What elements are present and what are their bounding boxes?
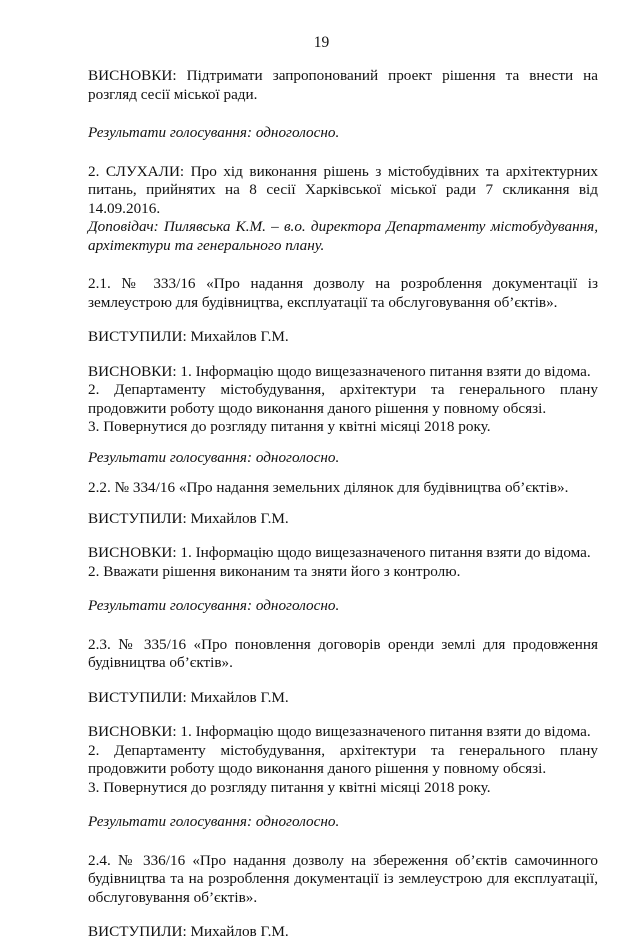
speakers-line: ВИСТУПИЛИ: Михайлов Г.М.	[88, 328, 289, 345]
item-2-3-heading: 2.3. № 335/16 «Про поновлення договорів оренди землі для продовження будівництва об’єктів».	[88, 635, 598, 671]
conclusion-line: 2. Департаменту містобудування, архітектури та генерального плану продовжити роботу щодо виконання даного рішення у повному обсязі.	[88, 381, 598, 417]
item-2-1-heading: 2.1. № 333/16 «Про надання дозволу на розроблення документації із землеустрою для будівництва, експлуатації та обслуговування об’єктів».	[88, 275, 598, 311]
voting-result: Результати голосування: одноголосно.	[88, 813, 340, 830]
conclusion-line: ВИСНОВКИ: 1. Інформацію щодо вищезазначеного питання взяти до відома.	[88, 544, 591, 561]
page-number: 19	[313, 34, 330, 51]
voting-result: Результати голосування: одноголосно.	[88, 448, 340, 466]
voting-result: Результати голосування: одноголосно.	[88, 124, 340, 141]
item-2-4-heading: 2.4. № 336/16 «Про надання дозволу на збереження об’єктів самочинного будівництва та на розроблення документації із землеустрою для експлуатації, обслуговування об’єктів».	[88, 851, 598, 906]
speakers-line: ВИСТУПИЛИ: Михайлов Г.М.	[88, 923, 289, 940]
voting-result: Результати голосування: одноголосно.	[88, 597, 340, 614]
conclusion-line: 2. Вважати рішення виконаним та зняти його з контролю.	[88, 562, 461, 580]
item-2-2-heading: 2.2. № 334/16 «Про надання земельних ділянок для будівництва об’єктів».	[88, 479, 569, 496]
heard-paragraph: 2. СЛУХАЛИ: Про хід виконання рішень з містобудівних та архітектурних питань, прийнятих на 8 сесії Харківської міської ради 7 скликання від 14.09.2016.	[88, 162, 598, 217]
conclusion-line: ВИСНОВКИ: 1. Інформацію щодо вищезазначеного питання взяти до відома.	[88, 723, 591, 740]
conclusion-line: ВИСНОВКИ: 1. Інформацію щодо вищезазначеного питання взяти до відома.	[88, 362, 591, 380]
speakers-line: ВИСТУПИЛИ: Михайлов Г.М.	[88, 509, 289, 527]
conclusion-line: 2. Департаменту містобудування, архітектури та генерального плану продовжити роботу щодо виконання даного рішення у повному обсязі.	[88, 741, 598, 777]
conclusion-paragraph: ВИСНОВКИ: Підтримати запропонований проект рішення та внести на розгляд сесії міської ради.	[88, 67, 598, 103]
conclusion-line: 3. Повернутися до розгляду питання у квітні місяці 2018 року.	[88, 778, 491, 796]
conclusion-line: 3. Повернутися до розгляду питання у квітні місяці 2018 року.	[88, 418, 491, 435]
speakers-line: ВИСТУПИЛИ: Михайлов Г.М.	[88, 688, 289, 706]
speaker-paragraph: Доповідач: Пилявська К.М. – в.о. директора Департаменту містобудування, архітектури та генерального плану.	[88, 218, 598, 254]
document-body	[88, 67, 598, 942]
